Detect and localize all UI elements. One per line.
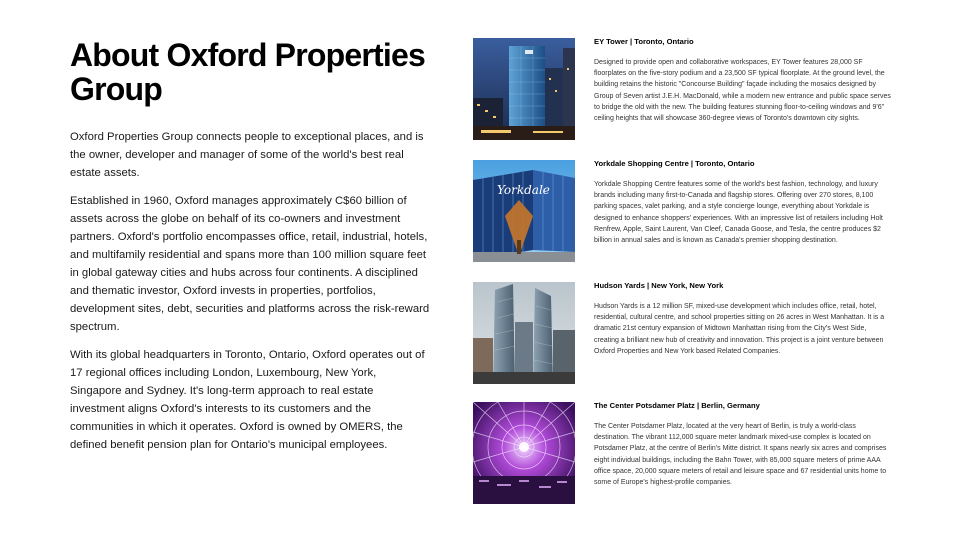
- ey-tower-image: [473, 38, 575, 140]
- property-info: [594, 400, 892, 488]
- page-title: About Oxford Properties Group: [70, 37, 425, 107]
- yorkdale-image: [473, 160, 575, 262]
- property-title: The Center Potsdamer Platz | Berlin, Germany: [594, 401, 760, 410]
- intro-text: [70, 128, 430, 464]
- property-title: EY Tower | Toronto, Ontario: [594, 37, 694, 46]
- ey-tower-photo: [473, 38, 575, 140]
- property-info: [594, 158, 892, 246]
- property-info: [594, 36, 892, 124]
- yorkdale-sign: Yorkdale: [497, 183, 550, 197]
- hudson-yards-photo: [473, 282, 575, 384]
- potsdamer-platz-photo: [473, 402, 575, 504]
- property-description: Yorkdale Shopping Centre features some of the world's best fashion, technology, and luxury brands including many first-to-Canada and flagship stores. Offering over 270 stores, 8,100 parking spaces, valet parking, and a style concierge lounge, everything about Yorkdale is designed to enhance shoppers' experiences. With an impressive list of retailers including Holt Renfrew, Apple, Saint Laurent, Van Cleef, Canada Goose, and Tesla, the centre produces $2 billion in annual sales and is known as Canada's premier shopping destination.: [594, 181, 883, 245]
- potsdamer-platz-image: [473, 402, 575, 504]
- property-description: The Center Potsdamer Platz, located at the very heart of Berlin, is truly a world-class destination. The vibrant 112,000 square meter landmark mixed-use complex is located on Potsdamer Platz, at the centre of Berlin's Mitte district. It spans nearly six acres and comprises eight individual buildings, including the Bahn Tower, with 85,000 square meters of prime AAA office space, 20,000 square meters of retail and leisure space and 67 residential units home to some of Europe's highest-profile companies.: [594, 423, 887, 487]
- intro-paragraph: Established in 1960, Oxford manages approximately C$60 billion of assets across the globe on behalf of its co-owners and investment partners. Oxford's portfolio encompasses office, retail, industrial, hotels, and multifamily residential and spans more than 100 million square feet in global gateway cities and hubs across four continents. A disciplined and thematic investor, Oxford invests in properties, portfolios, development sites, debt, securities and platforms across the risk-reward spectrum.: [70, 195, 430, 333]
- intro-paragraph: Oxford Properties Group connects people to exceptional places, and is the owner, developer and manager of some of the world's best real estate assets.: [70, 131, 424, 179]
- property-description: Designed to provide open and collaborative workspaces, EY Tower features 28,000 SF floorplates on the five-story podium and a 23,500 SF typical floorplate. At the ground level, the building retains the historic "Concourse Building" façade including the mosaics designed by Group of Seven artist J.E.H. MacDonald, while a modern new entrance and public space serves to bridge the old with the new. The building features stunning floor-to-ceiling windows and 9'6" ceiling heights that will showcase 360-degree views of Toronto's downtown city sights.: [594, 59, 891, 123]
- property-title: Yorkdale Shopping Centre | Toronto, Ontario: [594, 159, 755, 168]
- yorkdale-photo: [473, 160, 575, 262]
- hudson-yards-image: [473, 282, 575, 384]
- property-title: Hudson Yards | New York, New York: [594, 281, 724, 290]
- intro-paragraph: With its global headquarters in Toronto, Ontario, Oxford operates out of 17 regional offices including London, Luxembourg, New York, Singapore and Sydney. It's long-term approach to real estate investment aligns Oxford's interests to its customers and the communities in which it operates. Oxford is owned by OMERS, the defined benefit pension plan for Ontario's municipal employees.: [70, 349, 425, 451]
- property-description: Hudson Yards is a 12 million SF, mixed-use development which includes office, retail, hotel, residential, cultural centre, and school properties sitting on 26 acres in West Manhattan. It is a dramatic 21st century expansion of Midtown Manhattan rising from the City's West Side, creating a brilliant new hub of creativity and innovation. This project is a joint venture between Oxford Properties and New York based Related Companies.: [594, 303, 885, 355]
- property-info: [594, 280, 892, 357]
